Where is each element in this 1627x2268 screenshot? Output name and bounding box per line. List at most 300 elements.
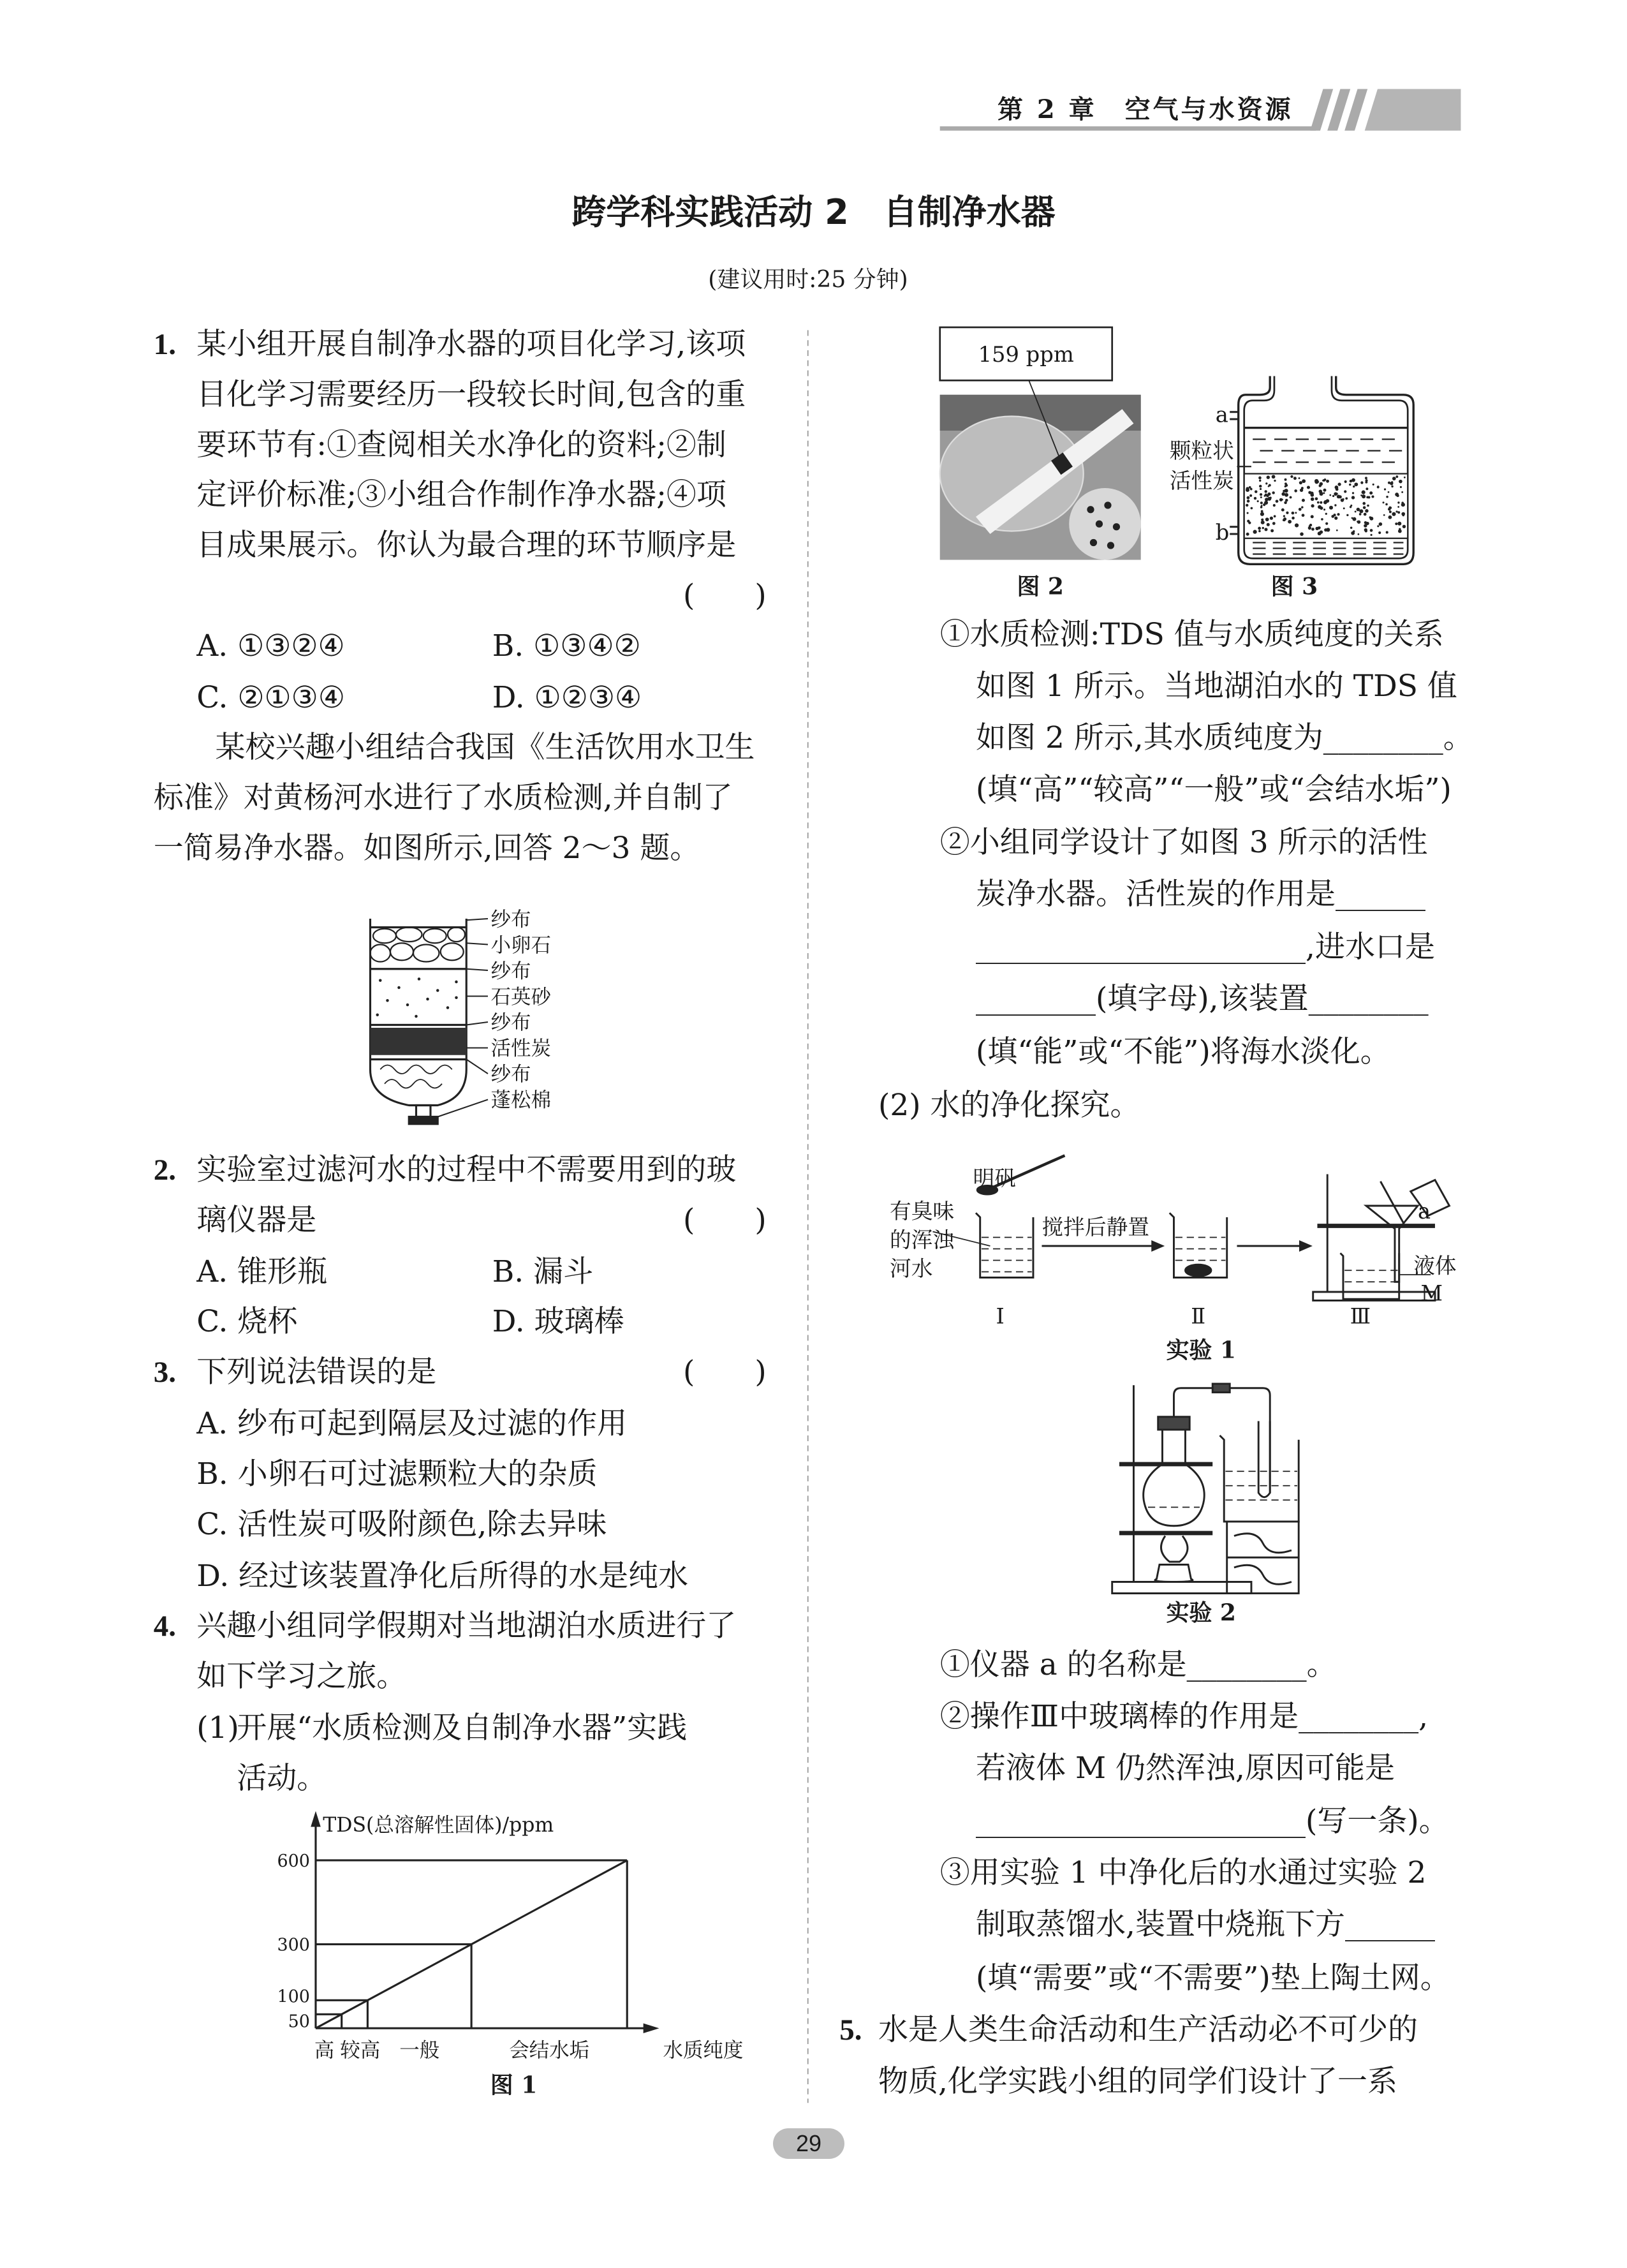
carbon-granule [1349, 484, 1351, 486]
carbon-granule [1249, 494, 1252, 497]
carbon-granule [1357, 508, 1360, 512]
chapter-header: 第 2 章 空气与水资源 [998, 94, 1293, 124]
carbon-granule [1246, 504, 1248, 507]
alum-label: 明矾 [973, 1166, 1016, 1191]
text-line: ②操作Ⅲ中玻璃棒的作用是________, [939, 1699, 1429, 1734]
carbon-granule [1264, 490, 1267, 493]
text-line: 若液体 M 仍然浑浊,原因可能是 [976, 1751, 1395, 1786]
carbon-granule [1267, 476, 1270, 479]
carbon-granule [1326, 499, 1330, 503]
carbon-granule [1362, 491, 1366, 494]
text-line: 如下学习之旅。 [196, 1659, 407, 1694]
carbon-granule [1351, 478, 1355, 482]
carbon-granule [1395, 493, 1399, 496]
carbon-granule [1295, 512, 1297, 514]
carbon-granule [1336, 493, 1338, 494]
text-line: ①仪器 a 的名称是________。 [939, 1647, 1337, 1682]
carbon-granule [1281, 508, 1285, 512]
tds-chart [277, 1814, 656, 2062]
question-number: 2. [153, 1153, 176, 1187]
carbon-granule [1262, 527, 1265, 530]
answer-option: C. 烧杯 [196, 1304, 298, 1340]
carbon-granule [1325, 513, 1327, 515]
carbon-granule [1285, 499, 1288, 502]
carbon-granule [1399, 528, 1401, 531]
carbon-granule [1269, 496, 1272, 499]
chart-y-tick-label: 100 [277, 1987, 310, 2007]
page-title: 跨学科实践活动 2 自制净水器 [571, 192, 1056, 232]
carbon-granule [1315, 527, 1318, 530]
carbon-granule [1288, 520, 1292, 524]
carbon-granule [1378, 531, 1381, 534]
carbon-granule [1263, 503, 1265, 506]
carbon-granule [1337, 483, 1341, 486]
river-water-label: 河水 [889, 1256, 933, 1282]
carbon-granule [1359, 509, 1363, 513]
chart-category-label: 较高 [340, 2039, 381, 2063]
carbon-granule [1270, 529, 1274, 532]
carbon-granule [1308, 526, 1311, 530]
liquid-m-label: 液体 [1413, 1253, 1457, 1279]
carbon-granule [1273, 504, 1276, 507]
chart-category-label: 高 [314, 2039, 335, 2063]
carbon-granule [1301, 487, 1304, 489]
carbon-granule [1326, 480, 1329, 483]
carbon-granule [1323, 489, 1327, 492]
carbon-granule [1285, 478, 1287, 481]
carbon-granule [1359, 513, 1362, 515]
text-line: 如图 1 所示。当地湖泊水的 TDS 值 [976, 668, 1457, 704]
carbon-granule [1247, 496, 1250, 500]
text-line: 活动。 [237, 1760, 327, 1796]
carbon-granule [1292, 512, 1295, 515]
carbon-granule [1255, 490, 1257, 493]
carbon-granule [1362, 494, 1366, 498]
filter-label: 活性炭 [490, 1037, 551, 1060]
carbon-granule [1371, 495, 1374, 498]
carbon-granule [1343, 498, 1344, 500]
carbon-granule [1370, 529, 1373, 532]
carbon-granule [1397, 501, 1399, 503]
carbon-granule [1373, 484, 1374, 485]
carbon-granule [1364, 528, 1367, 531]
carbon-granule [1286, 512, 1288, 514]
carbon-granule [1386, 496, 1388, 498]
carbon-granule [1320, 530, 1323, 533]
text-line: 某校兴趣小组结合我国《生活饮用水卫生 [215, 730, 755, 766]
text-line: ②小组同学设计了如图 3 所示的活性 [939, 824, 1428, 860]
chart-y-tick-label: 300 [277, 1935, 310, 1955]
carbon-granule [1265, 494, 1267, 496]
carbon-granule [1367, 505, 1369, 507]
carbon-granule [1314, 479, 1318, 483]
carbon-granule [1320, 492, 1323, 496]
carbon-granule [1345, 497, 1348, 500]
carbon-granule [1360, 494, 1362, 496]
answer-bracket: ( ) [683, 577, 767, 613]
carbon-granule [1366, 496, 1369, 499]
carbon-granule [1366, 522, 1369, 525]
carbon-granule [1366, 487, 1368, 490]
liquid-m-label: M [1420, 1280, 1443, 1306]
carbon-granule [1282, 493, 1285, 496]
text-line: ________(填字母),该装置________ [976, 981, 1429, 1016]
text-line: 要环节有:①查阅相关水净化的资料;②制 [196, 427, 726, 463]
carbon-granule [1295, 523, 1299, 527]
question-number: 5. [839, 2013, 862, 2047]
carbon-granule [1250, 488, 1253, 491]
inlet-label-a: a [1215, 402, 1228, 427]
carbon-granule [1260, 501, 1263, 504]
carbon-granule [1355, 510, 1357, 512]
carbon-granule [1258, 477, 1262, 480]
carbon-granule [1294, 489, 1297, 493]
carbon-granule [1254, 497, 1256, 500]
carbon-granule [1386, 531, 1388, 533]
text-line: 炭净水器。活性炭的作用是______ [976, 876, 1425, 912]
carbon-granule [1272, 522, 1276, 525]
carbon-granule [1246, 488, 1249, 492]
carbon-granule [1388, 515, 1392, 519]
carbon-label: 颗粒状 [1169, 438, 1234, 463]
text-line: (1) [196, 1710, 239, 1745]
text-line: 如图 2 所示,其水质纯度为________。 [976, 720, 1473, 755]
carbon-granule [1357, 521, 1360, 524]
carbon-granule [1388, 491, 1390, 493]
text-line: 实验室过滤河水的过程中不需要用到的玻 [196, 1152, 737, 1187]
text-line: 标准》对黄杨河水进行了水质检测,并自制了 [153, 780, 733, 815]
carbon-granule [1384, 488, 1386, 490]
text-line: ______________________(写一条)。 [976, 1804, 1449, 1839]
answer-option: D. 玻璃棒 [492, 1304, 624, 1340]
chart-category-label: 一般 [399, 2039, 440, 2063]
carbon-granule [1395, 510, 1397, 512]
text-line: 兴趣小组同学假期对当地湖泊水质进行了 [196, 1608, 737, 1644]
carbon-granule [1267, 523, 1270, 526]
filter-label: 纱布 [490, 1011, 531, 1035]
carbon-granule [1293, 477, 1297, 480]
chart-y-tick-label: 600 [277, 1851, 310, 1872]
carbon-granule [1404, 477, 1406, 478]
answer-option: A. ①③②④ [196, 628, 345, 663]
carbon-granule [1270, 517, 1273, 520]
carbon-granule [1334, 517, 1337, 520]
carbon-granule [1383, 501, 1385, 503]
river-water-label: 有臭味 [889, 1199, 955, 1224]
carbon-granule [1258, 530, 1261, 533]
carbon-granule [1247, 512, 1249, 514]
carbon-granule [1397, 506, 1399, 508]
experiment-2-distillation-figure [1112, 1384, 1299, 1593]
carbon-granule [1311, 504, 1314, 507]
carbon-granule [1379, 523, 1383, 526]
carbon-granule [1264, 528, 1267, 531]
carbon-granule [1290, 475, 1293, 478]
carbon-granule [1350, 526, 1353, 529]
step-label: 搅拌后静置 [1042, 1214, 1150, 1240]
chart-y-tick-label: 50 [288, 2012, 310, 2032]
carbon-granule [1322, 480, 1324, 482]
carbon-granule [1392, 512, 1395, 516]
carbon-granule [1290, 496, 1292, 499]
carbon-granule [1281, 499, 1283, 501]
inlet-label-b: b [1215, 520, 1230, 545]
answer-option: D. 经过该装置净化后所得的水是纯水 [196, 1558, 689, 1594]
filter-label: 石英砂 [490, 985, 551, 1009]
carbon-granule [1299, 508, 1302, 511]
carbon-granule [1259, 480, 1261, 482]
carbon-granule [1365, 509, 1368, 512]
activated-carbon-filter-figure [1170, 376, 1413, 600]
carbon-granule [1385, 503, 1388, 506]
text-line: 目化学习需要经历一段较长时间,包含的重 [196, 376, 746, 412]
carbon-granule [1301, 506, 1304, 508]
carbon-granule [1261, 505, 1263, 507]
answer-option: B. 小卵石可过滤颗粒大的杂质 [196, 1456, 598, 1492]
carbon-granule [1325, 523, 1328, 525]
answer-bracket: ( ) [683, 1202, 767, 1238]
carbon-granule [1276, 500, 1279, 503]
carbon-granule [1299, 477, 1300, 479]
chart-x-axis-arrow [644, 2025, 656, 2032]
text-line: (2) 水的净化探究。 [878, 1087, 1140, 1123]
text-line: ①水质检测:TDS 值与水质纯度的关系 [939, 616, 1444, 652]
carbon-granule [1399, 480, 1402, 484]
filter-labels [490, 908, 552, 1111]
carbon-granule [1323, 492, 1325, 494]
figure-3-caption: 图 3 [1270, 573, 1318, 600]
carbon-granule [1331, 515, 1334, 518]
carbon-granule [1283, 490, 1285, 493]
question-number: 1. [153, 328, 176, 361]
carbon-granule [1326, 528, 1330, 531]
carbon-granule [1309, 524, 1312, 526]
carbon-granule [1269, 484, 1271, 487]
carbon-granule [1383, 514, 1385, 516]
carbon-granule [1397, 511, 1400, 514]
carbon-granule [1389, 510, 1392, 513]
carbon-granule [1302, 499, 1305, 502]
suggested-time: (建议用时:25 分钟) [708, 267, 908, 293]
figure-1-caption: 图 1 [490, 2072, 538, 2099]
simple-water-filter-figure [370, 919, 487, 1124]
carbon-granule [1329, 494, 1331, 496]
carbon-granule [1353, 485, 1355, 487]
text-line: 定评价标准;③小组合作制作净水器;④项 [196, 477, 726, 513]
carbon-granule [1350, 506, 1351, 508]
text-line: (填“能”或“不能”)将海水淡化。 [976, 1034, 1390, 1070]
carbon-granule [1337, 513, 1339, 515]
chart-y-axis-arrow [312, 1814, 319, 1826]
carbon-granule [1323, 508, 1325, 510]
answer-bracket: ( ) [683, 1354, 767, 1390]
carbon-granule [1351, 496, 1355, 499]
carbon-granule [1307, 485, 1310, 489]
carbon-granule [1334, 504, 1336, 506]
carbon-granule [1377, 486, 1380, 489]
question-number: 3. [153, 1356, 176, 1389]
filter-label: 纱布 [490, 960, 531, 983]
carbon-granule [1365, 477, 1367, 479]
carbon-granule [1260, 512, 1264, 516]
text-line: 物质,化学实践小组的同学们设计了一系 [878, 2063, 1397, 2099]
carbon-granule [1299, 481, 1302, 484]
carbon-granule [1335, 485, 1339, 489]
stage-label: Ⅱ [1191, 1303, 1206, 1329]
carbon-granule [1363, 506, 1366, 509]
carbon-granule [1246, 533, 1249, 536]
text-line: 一简易净水器。如图所示,回答 2～3 题。 [153, 830, 700, 866]
carbon-granule [1311, 515, 1314, 518]
carbon-granule [1391, 485, 1393, 487]
carbon-granule [1251, 507, 1253, 510]
text-line: (填“需要”或“不需要”)垫上陶土网。 [976, 1960, 1450, 1996]
question-number: 4. [153, 1610, 176, 1643]
text-line: 开展“水质检测及自制净水器”实践 [237, 1710, 688, 1745]
chart-x-axis-label: 水质纯度 [663, 2039, 744, 2063]
carbon-granule [1311, 528, 1314, 531]
text-line: 制取蒸馏水,装置中烧瓶下方______ [976, 1907, 1435, 1943]
carbon-label: 活性炭 [1169, 468, 1234, 494]
carbon-granule [1258, 527, 1261, 530]
carbon-granule [1260, 493, 1262, 496]
carbon-granule [1260, 496, 1262, 498]
carbon-granule [1292, 517, 1295, 520]
carbon-granule [1300, 532, 1304, 536]
tds-meter-photo [940, 327, 1141, 600]
carbon-granule [1247, 500, 1250, 503]
filter-label: 纱布 [490, 1063, 531, 1086]
answer-option: B. 漏斗 [492, 1254, 594, 1289]
carbon-granule [1388, 508, 1391, 511]
carbon-granule [1365, 481, 1367, 484]
carbon-granule [1317, 501, 1320, 504]
carbon-granule [1274, 480, 1276, 482]
carbon-granule [1364, 513, 1367, 516]
carbon-granule [1402, 514, 1404, 516]
carbon-granule [1285, 484, 1288, 487]
instrument-a-label: a [1417, 1199, 1431, 1224]
answer-option: B. ①③④② [492, 628, 641, 663]
carbon-granule [1401, 503, 1405, 507]
carbon-granule [1354, 482, 1358, 486]
carbon-granule [1362, 502, 1366, 505]
carbon-granule [1337, 494, 1341, 498]
carbon-granule [1397, 522, 1401, 526]
carbon-granule [1257, 500, 1259, 502]
chart-y-axis-label: TDS(总溶解性固体)/ppm [323, 1813, 554, 1837]
text-line: 璃仪器是 [196, 1202, 317, 1238]
carbon-granule [1358, 533, 1360, 535]
answer-option: A. 锥形瓶 [196, 1254, 328, 1289]
carbon-granule [1377, 525, 1379, 527]
text-line: ③用实验 1 中净化后的水通过实验 2 [939, 1855, 1427, 1891]
river-water-label: 的浑浊 [889, 1227, 955, 1253]
carbon-granule [1319, 526, 1321, 528]
stage-label: Ⅲ [1350, 1303, 1371, 1329]
carbon-granule [1400, 486, 1402, 488]
carbon-granule [1369, 491, 1373, 494]
carbon-granule [1352, 492, 1354, 494]
experiment-1-caption: 实验 1 [1166, 1337, 1236, 1364]
carbon-granule [1302, 479, 1306, 483]
carbon-granule [1336, 530, 1338, 531]
carbon-granule [1390, 482, 1393, 485]
answer-option: C. ②①③④ [196, 679, 345, 715]
carbon-granule [1260, 488, 1262, 490]
carbon-granule [1332, 495, 1334, 497]
text-line: 水是人类生命活动和生产活动必不可少的 [878, 2012, 1418, 2047]
filter-label: 蓬松棉 [490, 1088, 551, 1112]
carbon-granule [1302, 514, 1305, 517]
carbon-granule [1320, 501, 1322, 504]
carbon-granule [1272, 475, 1276, 478]
carbon-granule [1262, 519, 1264, 521]
text-line: 目成果展示。你认为最合理的环节顺序是 [196, 528, 737, 563]
text-line: (填“高”“较高”“一般”或“会结水垢”) [976, 771, 1452, 807]
carbon-granule [1321, 518, 1323, 521]
carbon-granule [1267, 493, 1270, 496]
carbon-granule [1395, 475, 1398, 478]
chart-category-label: 会结水垢 [509, 2039, 590, 2063]
carbon-granule [1352, 517, 1356, 521]
experiment-2-caption: 实验 2 [1166, 1599, 1236, 1627]
carbon-granule [1320, 507, 1323, 510]
carbon-granule [1353, 530, 1355, 532]
text-line: 下列说法错误的是 [196, 1354, 437, 1390]
carbon-granule [1369, 517, 1373, 521]
carbon-granule [1274, 515, 1276, 517]
stage-label: Ⅰ [996, 1303, 1005, 1329]
carbon-granule [1344, 480, 1347, 483]
carbon-granule [1261, 521, 1265, 524]
carbon-granule [1259, 485, 1262, 487]
carbon-granule [1344, 490, 1346, 493]
page-number: 29 [773, 2128, 844, 2159]
carbon-granule [1283, 517, 1286, 521]
carbon-granule [1283, 515, 1285, 517]
carbon-granule [1265, 482, 1267, 484]
answer-option: C. 活性炭可吸附颜色,除去异味 [196, 1506, 607, 1542]
carbon-granule [1308, 491, 1311, 494]
carbon-granule [1272, 491, 1274, 494]
carbon-granule [1371, 534, 1373, 536]
figure-2-caption: 图 2 [1017, 573, 1064, 600]
tds-reading: 159 ppm [978, 342, 1074, 367]
answer-option: A. 纱布可起到隔层及过滤的作用 [196, 1406, 628, 1441]
filter-label: 小卵石 [490, 933, 551, 957]
text-line: 某小组开展自制净水器的项目化学习,该项 [196, 327, 746, 362]
text-line: ______________________,进水口是 [976, 930, 1435, 965]
carbon-granule [1395, 523, 1397, 525]
carbon-granule [1392, 477, 1396, 480]
carbon-granule [1315, 497, 1318, 500]
carbon-granule [1360, 481, 1363, 484]
carbon-granule [1329, 506, 1333, 510]
answer-option: D. ①②③④ [492, 679, 642, 715]
carbon-granule [1343, 507, 1345, 509]
filter-label: 纱布 [490, 908, 531, 931]
carbon-granule [1319, 484, 1321, 487]
carbon-granule [1285, 493, 1288, 497]
carbon-granule [1402, 525, 1406, 528]
carbon-granule [1346, 514, 1348, 516]
carbon-granule [1310, 493, 1314, 497]
carbon-granule [1253, 530, 1257, 534]
carbon-granule [1311, 498, 1314, 501]
carbon-granule [1265, 517, 1269, 521]
carbon-granule [1249, 523, 1251, 524]
